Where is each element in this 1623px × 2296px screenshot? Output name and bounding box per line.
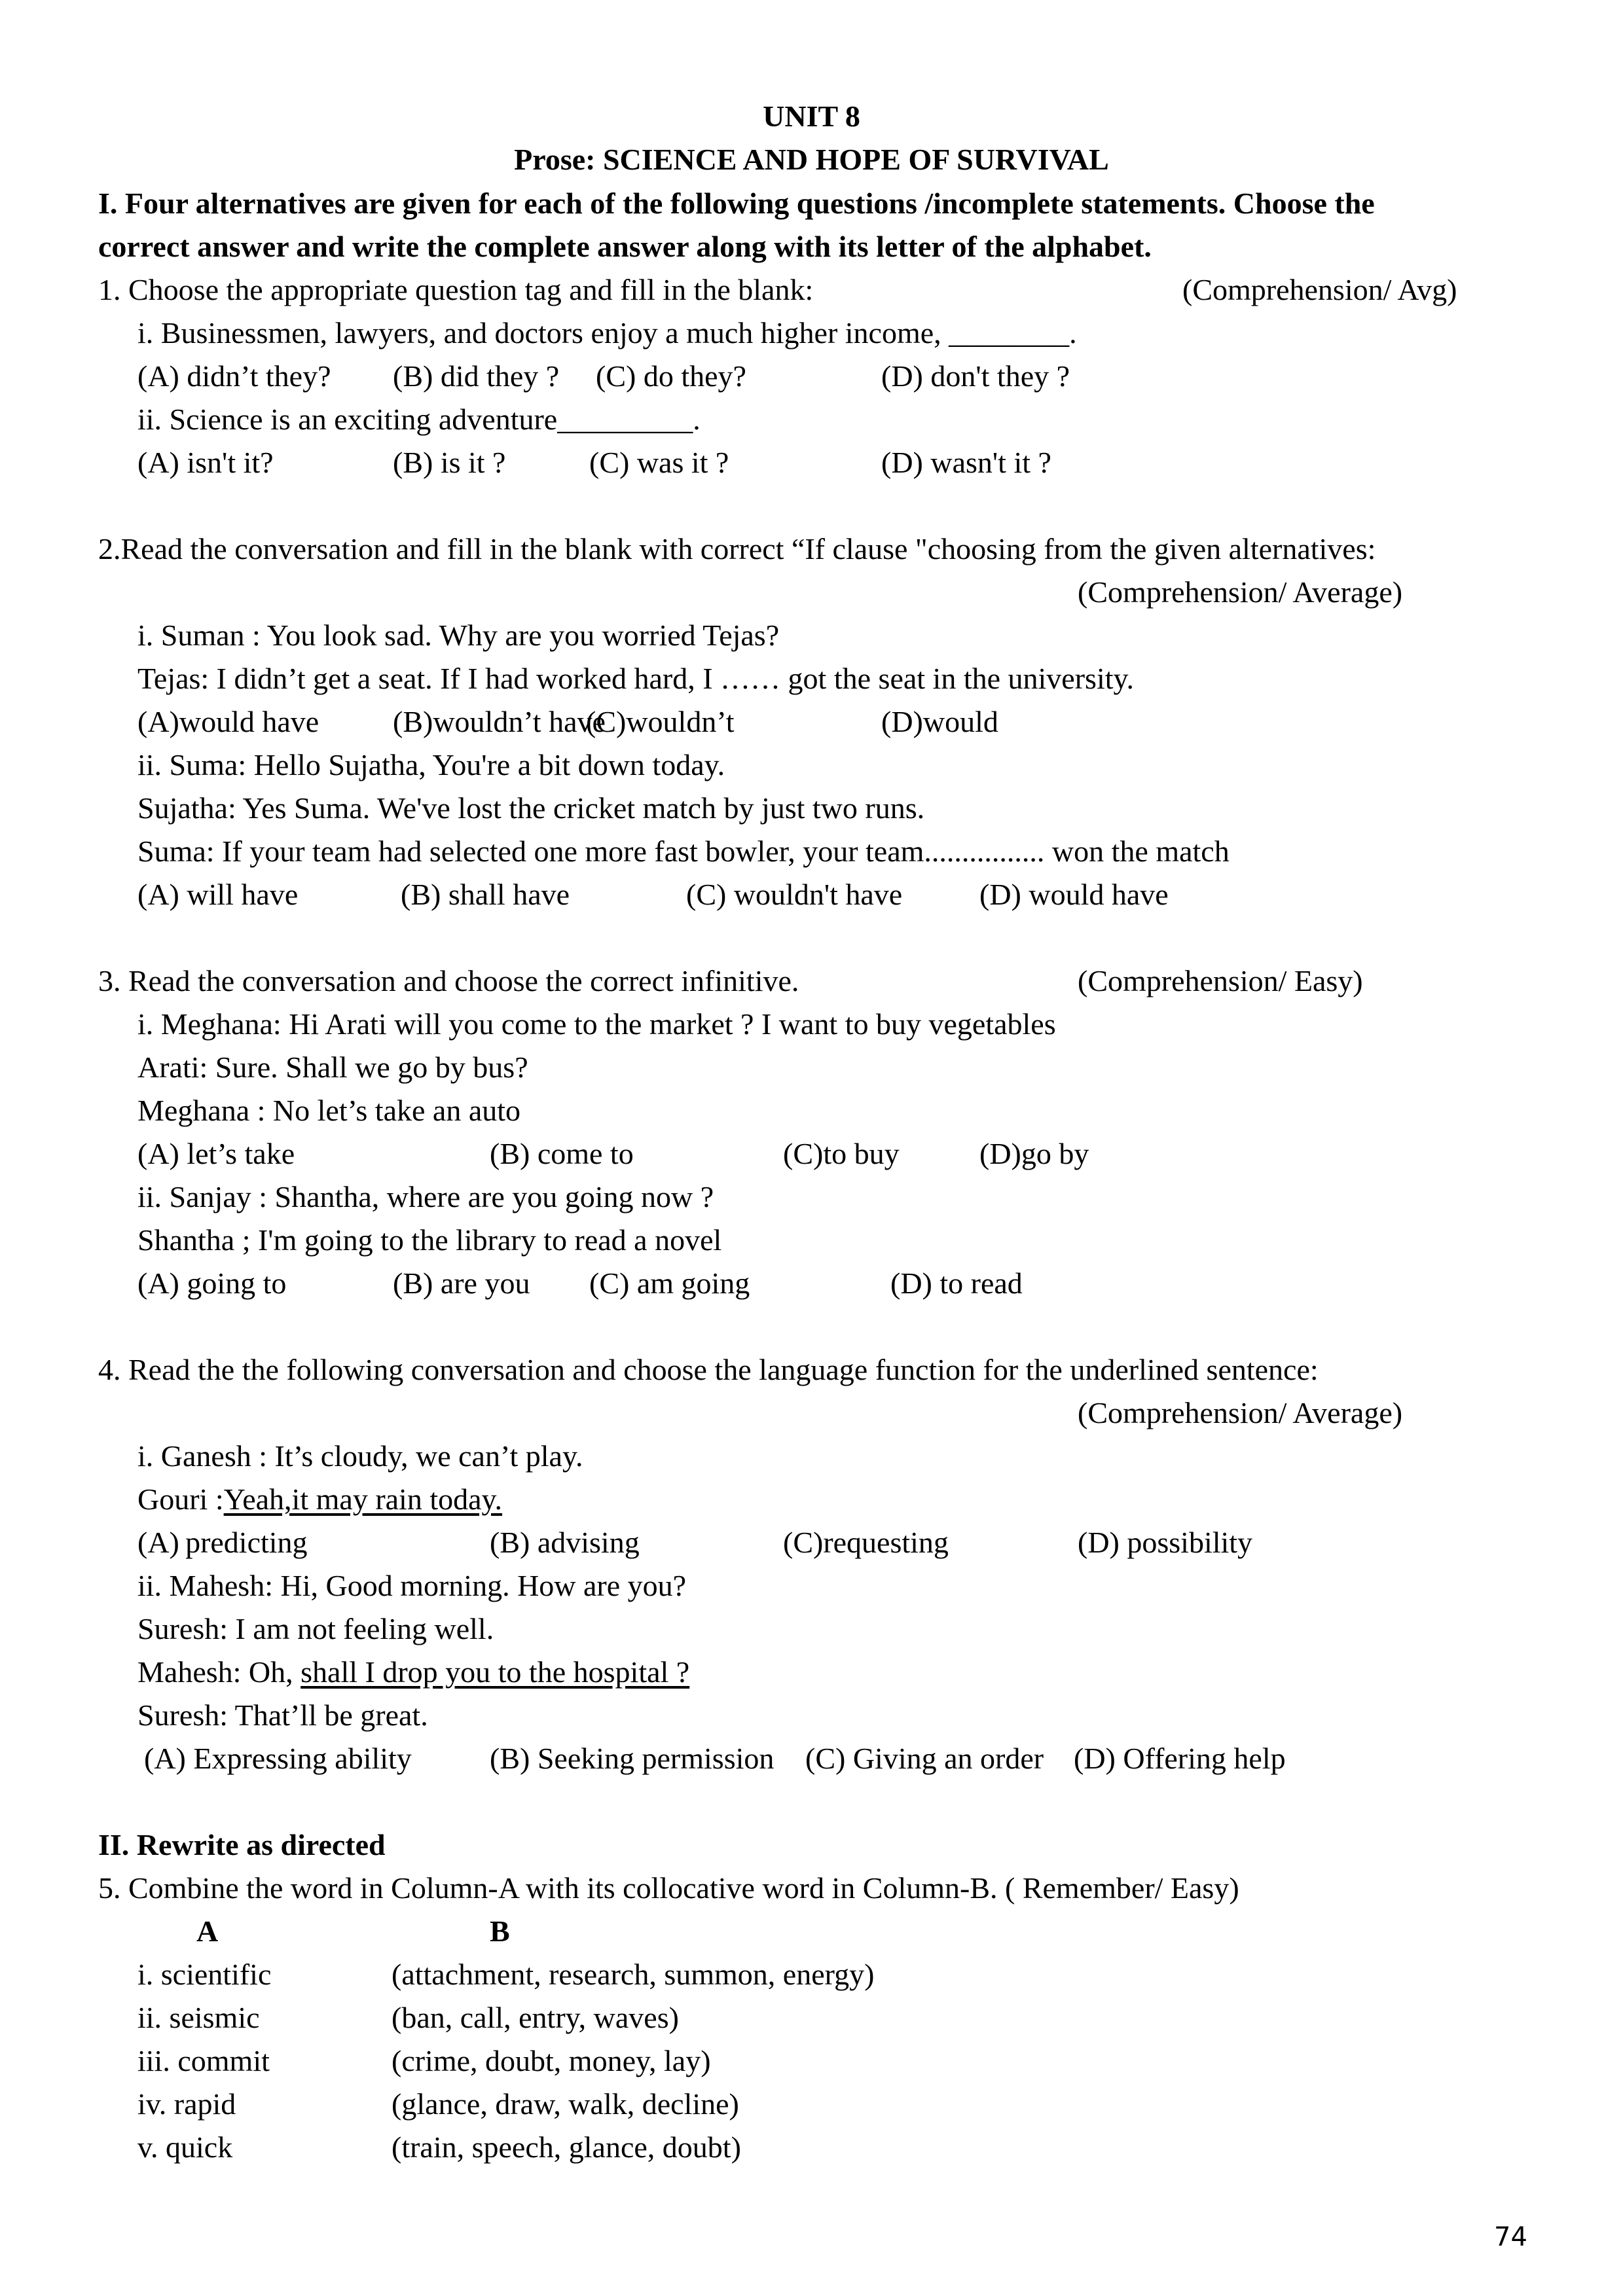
q3-i-option-a: (A) let’s take xyxy=(137,1137,295,1170)
q2-i-option-d: (D)would xyxy=(881,705,998,738)
q5-column-a-header: A xyxy=(196,1914,219,1948)
q5-row-1-a: i. scientific xyxy=(137,1958,272,1991)
q4-i-option-d: (D) possibility xyxy=(1078,1526,1253,1559)
q1-tag: (Comprehension/ Avg) xyxy=(1182,273,1457,306)
q1-prompt: 1. Choose the appropriate question tag and fill in the blank: xyxy=(98,273,814,306)
section1-heading-line2: correct answer and write the complete answer along with its letter of the alphabet. xyxy=(98,230,1152,263)
q2-i-option-b: (B)wouldn’t have xyxy=(393,705,606,738)
q2-i-line2: Tejas: I didn’t get a seat. If I had worked hard, I …… got the seat in the university. xyxy=(137,662,1135,695)
q5-row-5-a: v. quick xyxy=(137,2130,233,2164)
q3-ii-option-a: (A) going to xyxy=(137,1266,287,1300)
section2-heading: II. Rewrite as directed xyxy=(98,1828,386,1861)
q4-i-option-b: (B) advising xyxy=(490,1526,640,1559)
q3-ii-line1: ii. Sanjay : Shantha, where are you going now ? xyxy=(137,1180,714,1213)
q3-i-option-d: (D)go by xyxy=(979,1137,1089,1170)
q3-i-line3: Meghana : No let’s take an auto xyxy=(137,1094,521,1127)
q4-i-line1: i. Ganesh : It’s cloudy, we can’t play. xyxy=(137,1439,583,1473)
q4-ii-option-a: (A) Expressing ability xyxy=(144,1742,412,1775)
q1-ii-option-b: (B) is it ? xyxy=(393,446,506,479)
q4-tag: (Comprehension/ Average) xyxy=(1078,1396,1403,1429)
q5-row-4-a: iv. rapid xyxy=(137,2087,236,2121)
q4-i-speaker: Gouri : xyxy=(137,1482,224,1516)
q3-i-line2: Arati: Sure. Shall we go by bus? xyxy=(137,1050,528,1084)
q5-prompt: 5. Combine the word in Column-A with its collocative word in Column-B. ( Remember/ Easy) xyxy=(98,1871,1239,1905)
q1-ii-option-a: (A) isn't it? xyxy=(137,446,274,479)
q4-ii-line1: ii. Mahesh: Hi, Good morning. How are you? xyxy=(137,1569,687,1602)
q5-row-2-a: ii. seismic xyxy=(137,2001,260,2034)
q4-i-underlined-sentence: Yeah,it may rain today. xyxy=(223,1482,503,1516)
q3-ii-option-d: (D) to read xyxy=(890,1266,1023,1300)
page-number: 74 xyxy=(1494,2222,1527,2252)
q3-prompt: 3. Read the conversation and choose the correct infinitive. xyxy=(98,964,799,997)
q5-row-5-b: (train, speech, glance, doubt) xyxy=(392,2130,741,2164)
q2-i-option-a: (A)would have xyxy=(137,705,319,738)
q1-i-option-a: (A) didn’t they? xyxy=(137,359,331,393)
q3-i-option-c: (C)to buy xyxy=(783,1137,900,1170)
q2-i-line1: i. Suman : You look sad. Why are you worried Tejas? xyxy=(137,619,780,652)
q2-i-option-c: (C)wouldn’t xyxy=(586,705,735,738)
q2-prompt: 2.Read the conversation and fill in the blank with correct “If clause "choosing from the given alternatives: xyxy=(98,532,1376,565)
q1-i-option-c: (C) do they? xyxy=(596,359,746,393)
q1-ii-option-d: (D) wasn't it ? xyxy=(881,446,1051,479)
q2-ii-option-a: (A) will have xyxy=(137,878,299,911)
q1-ii-text: ii. Science is an exciting adventure_________. xyxy=(137,403,701,436)
q4-ii-underlined-sentence: shall I drop you to the hospital ? xyxy=(301,1655,690,1689)
q5-row-2-b: (ban, call, entry, waves) xyxy=(392,2001,679,2034)
q4-ii-speaker: Mahesh: Oh, xyxy=(137,1655,301,1689)
q1-ii-option-c: (C) was it ? xyxy=(589,446,729,479)
q5-row-1-b: (attachment, research, summon, energy) xyxy=(392,1958,875,1991)
q3-ii-option-b: (B) are you xyxy=(393,1266,530,1300)
q4-i-line2 xyxy=(137,1484,502,1515)
q4-ii-option-d: (D) Offering help xyxy=(1074,1742,1286,1775)
q4-ii-option-b: (B) Seeking permission xyxy=(490,1742,775,1775)
q1-i-option-b: (B) did they ? xyxy=(393,359,560,393)
q3-ii-line2: Shantha ; I'm going to the library to read a novel xyxy=(137,1223,722,1257)
q2-ii-line3: Suma: If your team had selected one more fast bowler, your team................ won the match xyxy=(137,834,1230,868)
unit-title: UNIT 8 xyxy=(763,99,860,133)
q5-column-b-header: B xyxy=(490,1914,510,1948)
q5-row-4-b: (glance, draw, walk, decline) xyxy=(392,2087,739,2121)
q4-ii-option-c: (C) Giving an order xyxy=(805,1742,1044,1775)
q1-i-text: i. Businessmen, lawyers, and doctors enjoy a much higher income, ________. xyxy=(137,316,1077,350)
q4-i-option-c: (C)requesting xyxy=(783,1526,949,1559)
q3-i-line1: i. Meghana: Hi Arati will you come to the market ? I want to buy vegetables xyxy=(137,1007,1056,1041)
q4-i-option-a: (A) predicting xyxy=(137,1526,308,1559)
q4-ii-line3 xyxy=(137,1657,689,1687)
q5-row-3-b: (crime, doubt, money, lay) xyxy=(392,2044,711,2077)
q3-i-option-b: (B) come to xyxy=(490,1137,634,1170)
q2-ii-line1: ii. Suma: Hello Sujatha, You're a bit down today. xyxy=(137,748,725,781)
q2-tag: (Comprehension/ Average) xyxy=(1078,575,1403,609)
q4-ii-line4: Suresh: That’ll be great. xyxy=(137,1698,428,1732)
q2-ii-option-b: (B) shall have xyxy=(401,878,570,911)
q5-row-3-a: iii. commit xyxy=(137,2044,270,2077)
q4-prompt: 4. Read the the following conversation and choose the language function for the underlined sentence: xyxy=(98,1353,1319,1386)
q2-ii-option-c: (C) wouldn't have xyxy=(686,878,903,911)
q2-ii-option-d: (D) would have xyxy=(979,878,1169,911)
prose-title: Prose: SCIENCE AND HOPE OF SURVIVAL xyxy=(514,143,1109,176)
q3-tag: (Comprehension/ Easy) xyxy=(1078,964,1363,997)
section1-heading-line1: I. Four alternatives are given for each of the following questions /incomplete statements. Choose the xyxy=(98,187,1375,220)
q4-ii-line2: Suresh: I am not feeling well. xyxy=(137,1612,494,1645)
q2-ii-line2: Sujatha: Yes Suma. We've lost the cricket match by just two runs. xyxy=(137,791,925,825)
q1-i-option-d: (D) don't they ? xyxy=(881,359,1070,393)
q3-ii-option-c: (C) am going xyxy=(589,1266,750,1300)
